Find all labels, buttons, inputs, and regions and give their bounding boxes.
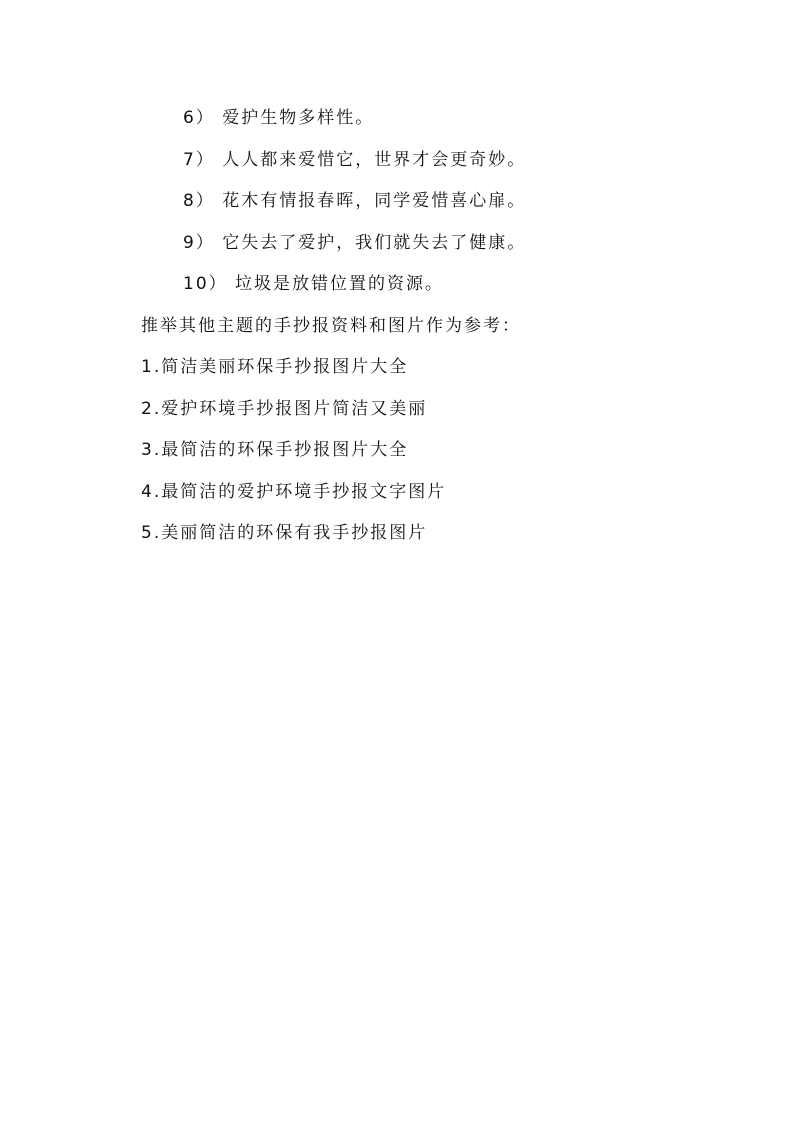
- recommend-item-5: 5.美丽简洁的环保有我手抄报图片: [141, 523, 428, 543]
- slogan-line-6: 6） 爱护生物多样性。: [183, 108, 375, 128]
- recommend-item-3: 3.最简洁的环保手抄报图片大全: [141, 440, 409, 460]
- recommend-item-4: 4.最简洁的爱护环境手抄报文字图片: [141, 482, 447, 502]
- recommend-item-1: 1.简洁美丽环保手抄报图片大全: [141, 357, 409, 377]
- slogan-line-7: 7） 人人都来爱惜它，世界才会更奇妙。: [183, 150, 527, 170]
- recommend-item-2: 2.爱护环境手抄报图片简洁又美丽: [141, 399, 428, 419]
- slogan-line-10: 10） 垃圾是放错位置的资源。: [183, 274, 445, 294]
- slogan-line-9: 9） 它失去了爱护，我们就失去了健康。: [183, 233, 527, 253]
- recommend-intro: 推举其他主题的手抄报资料和图片作为参考：: [141, 316, 521, 336]
- slogan-line-8: 8） 花木有情报春晖，同学爱惜喜心扉。: [183, 191, 527, 211]
